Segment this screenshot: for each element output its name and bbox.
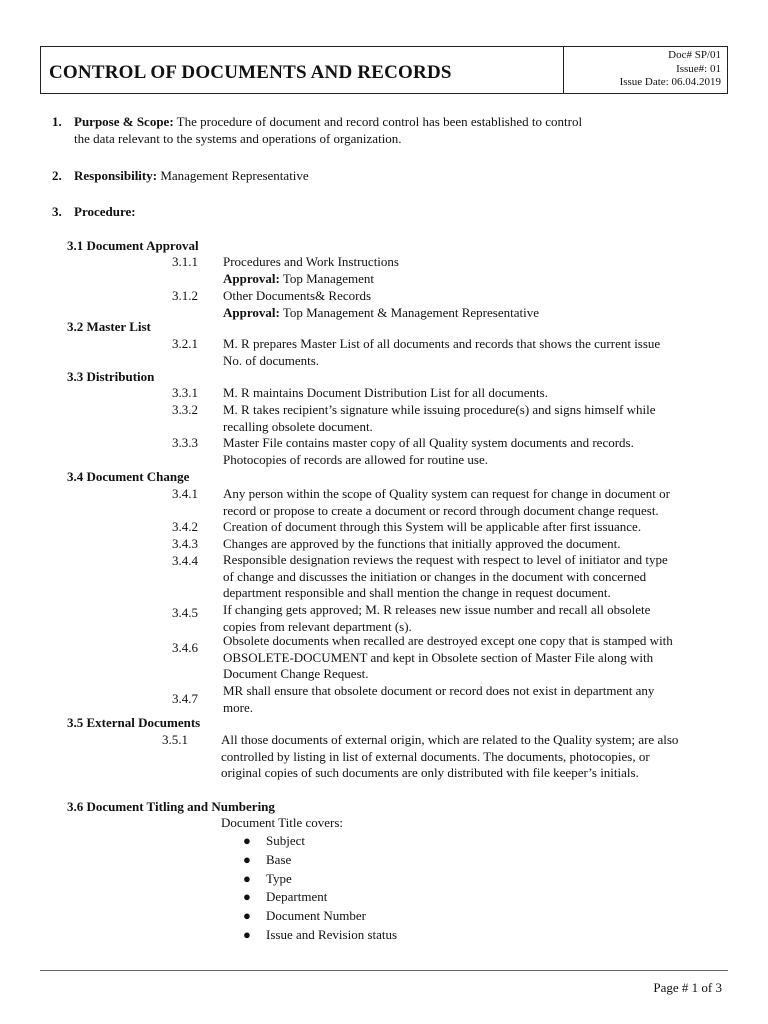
doc-number: Doc# SP/01 — [668, 49, 721, 61]
item-line: No. of documents. — [223, 352, 320, 368]
item-text: M. R maintains Document Distribution List for all documents. — [223, 385, 548, 400]
document-header — [40, 46, 728, 94]
item-line: record or propose to create a document or record through document change request. — [223, 502, 659, 518]
bullet-intro: Document Title covers: — [221, 815, 344, 830]
item-text — [223, 486, 670, 519]
approval-label: Approval: — [223, 270, 280, 286]
list-item — [243, 832, 305, 851]
bullet-text: Document Number — [266, 908, 367, 923]
approval-value: Top Management — [279, 270, 374, 286]
subsection-heading: 3.4 Document Change — [67, 469, 190, 484]
item-text: Creation of document through this System will be applicable after first issuance. — [223, 519, 642, 534]
item-text — [223, 683, 654, 716]
section-number: 1. — [52, 114, 62, 129]
item-number: 3.2.1 — [172, 336, 198, 351]
item-text — [223, 435, 634, 468]
page-number: Page # 1 of 3 — [653, 980, 722, 995]
section-number: 2. — [52, 168, 62, 183]
subsection-heading: 3.6 Document Titling and Numbering — [67, 799, 275, 814]
section-responsibility — [74, 168, 309, 185]
item-line: copies from relevant department (s). — [223, 618, 412, 634]
section-label: Responsibility: — [74, 168, 158, 183]
footer-divider — [40, 970, 728, 971]
section-procedure: Procedure: — [74, 204, 136, 219]
bullet-icon: ● — [243, 871, 251, 886]
item-number: 3.1.1 — [172, 254, 198, 269]
document-title: CONTROL OF DOCUMENTS AND RECORDS — [41, 47, 564, 93]
section-text: Management Representative — [157, 168, 309, 183]
item-line: M. R prepares Master List of all documents and records that shows the current issue — [223, 336, 661, 351]
section-purpose-scope — [74, 114, 582, 147]
item-number: 3.3.3 — [172, 435, 198, 450]
item-line: M. R takes recipient’s signature while issuing procedure(s) and signs himself while — [223, 402, 656, 417]
item-line: original copies of such documents are only distributed with file keeper’s initials. — [221, 765, 639, 780]
bullet-icon: ● — [243, 852, 251, 867]
item-text — [223, 254, 399, 287]
bullet-icon: ● — [243, 908, 251, 923]
item-number: 3.4.3 — [172, 536, 198, 551]
item-number: 3.4.1 — [172, 486, 198, 501]
item-number: 3.4.5 — [172, 605, 198, 620]
item-number: 3.1.2 — [172, 288, 198, 303]
item-text — [223, 336, 702, 369]
bullet-icon: ● — [243, 833, 251, 848]
item-line: controlled by listing in list of external documents. The documents, photocopies, or — [221, 748, 650, 764]
item-line: OBSOLETE-DOCUMENT and kept in Obsolete section of Master File along with — [223, 649, 654, 665]
item-line: If changing gets approved; M. R releases new issue number and recall all obsolete — [223, 602, 651, 617]
bullet-text: Issue and Revision status — [266, 927, 398, 942]
item-line: more. — [223, 699, 253, 715]
section-number: 3. — [52, 204, 62, 219]
item-line: Photocopies of records are allowed for routine use. — [223, 451, 488, 467]
list-item — [243, 851, 292, 870]
item-text — [223, 402, 702, 435]
bullet-text: Type — [266, 871, 292, 886]
approval-label: Approval: — [223, 304, 280, 320]
document-meta — [564, 47, 727, 93]
item-number: 3.3.1 — [172, 385, 198, 400]
item-number: 3.4.2 — [172, 519, 198, 534]
section-text: the data relevant to the systems and operations of organization. — [74, 130, 402, 146]
subsection-heading: 3.5 External Documents — [67, 715, 201, 730]
section-label: Purpose & Scope: — [74, 114, 174, 129]
item-line: Responsible designation reviews the request with respect to level of initiator and type — [223, 552, 668, 567]
item-line: Any person within the scope of Quality system can request for change in document or — [223, 486, 670, 501]
item-number: 3.4.6 — [172, 640, 198, 655]
item-line: department responsible and shall mention the change in request document. — [223, 585, 611, 600]
item-line: All those documents of external origin, which are related to the Quality system; are also — [221, 732, 679, 747]
item-number: 3.3.2 — [172, 402, 198, 417]
list-item — [243, 888, 328, 907]
item-text — [223, 288, 539, 321]
bullet-icon: ● — [243, 927, 251, 942]
subsection-heading: 3.3 Distribution — [67, 369, 155, 384]
item-line: Obsolete documents when recalled are destroyed except one copy that is stamped with — [223, 633, 673, 648]
item-text — [223, 552, 668, 602]
item-line: Procedures and Work Instructions — [223, 254, 399, 269]
item-text — [223, 633, 673, 683]
issue-date: Issue Date: 06.04.2019 — [619, 76, 721, 88]
approval-value: Top Management & Management Representative — [279, 304, 539, 320]
item-line: of change and discusses the initiation or changes in the document with concerned — [223, 568, 647, 584]
bullet-icon: ● — [243, 889, 251, 904]
item-number: 3.5.1 — [162, 732, 188, 747]
item-line: Master File contains master copy of all Quality system documents and records. — [223, 435, 634, 450]
item-line: Other Documents& Records — [223, 288, 372, 303]
bullet-text: Department — [266, 889, 328, 904]
list-item — [243, 926, 398, 945]
list-item — [243, 870, 292, 889]
bullet-text: Base — [266, 852, 292, 867]
subsection-heading: 3.1 Document Approval — [67, 238, 199, 253]
item-number: 3.4.4 — [172, 553, 198, 568]
item-text: Changes are approved by the functions that initially approved the document. — [223, 536, 621, 551]
item-line: recalling obsolete document. — [223, 418, 373, 434]
item-line: Document Change Request. — [223, 666, 369, 681]
bullet-text: Subject — [266, 833, 305, 848]
section-text: The procedure of document and record control has been established to control — [173, 114, 583, 129]
subsection-heading: 3.2 Master List — [67, 319, 151, 334]
item-number: 3.4.7 — [172, 691, 198, 706]
item-line: MR shall ensure that obsolete document or record does not exist in department any — [223, 683, 655, 698]
issue-number: Issue#: 01 — [676, 62, 721, 75]
item-text — [223, 602, 650, 635]
item-text — [221, 732, 678, 782]
list-item — [243, 907, 367, 926]
